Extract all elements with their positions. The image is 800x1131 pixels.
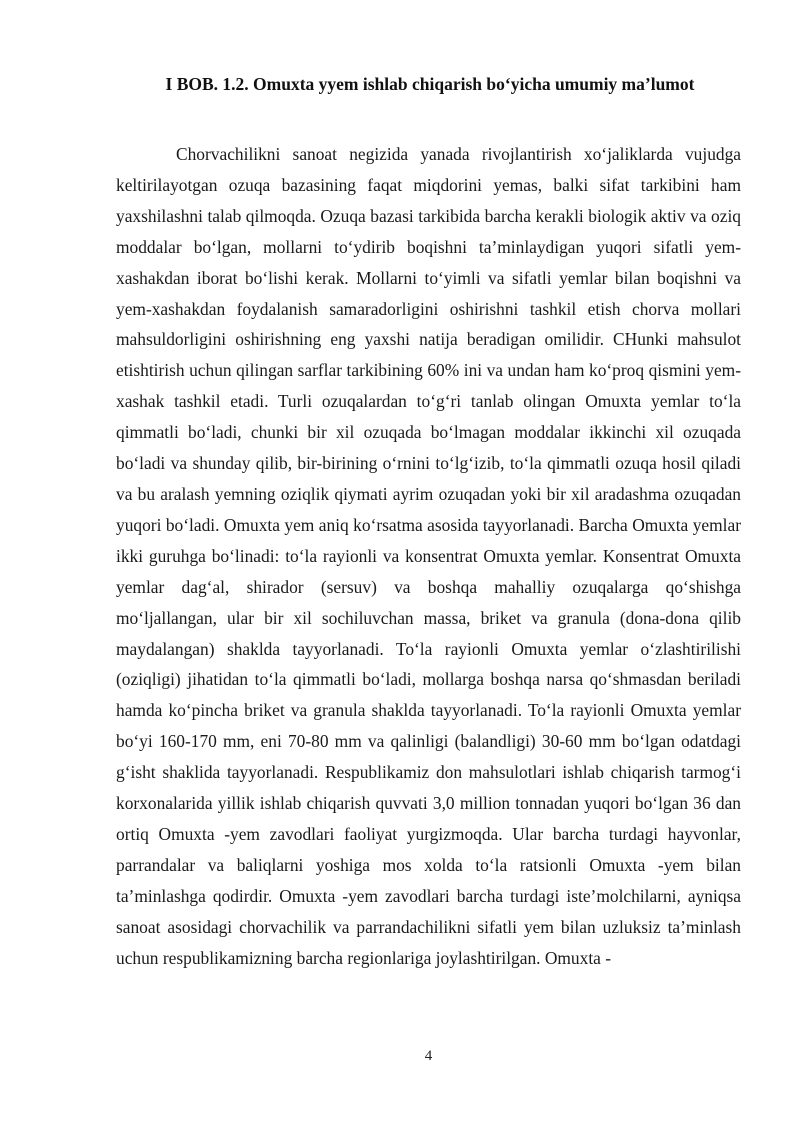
page-number: 4 <box>424 1048 433 1064</box>
body-paragraph: Chorvachilikni sanoat negizida yanada rivojlantirish xo‘jaliklarda vujudga keltirilayotgan ozuqa bazasining faqat miqdorini yemas, balki sifat tarkibini ham yaxshilashni talab qilmoqda. Ozuqa bazasi tarkibida barcha kerakli biologik aktiv va oziq moddalar bo‘lgan, mollarni to‘ydirib boqishni ta’minlaydigan yuqori sifatli yem-xashakdan iborat bo‘lishi kerak. Mollarni to‘yimli va sifatli yemlar bilan boqishni va yem-xashakdan foydalanish samaradorligini oshirishni tashkil etish chorva mollari mahsuldorligini oshirishning eng yaxshi natija beradigan omilidir. CHunki mahsulot etishtirish uchun qilingan sarflar tarkibining 60% ini va undan ham ko‘proq qismini yem-xashak tashkil etadi. Turli ozuqalardan to‘g‘ri tanlab olingan Omuxta yemlar to‘la qimmatli bo‘ladi, chunki bir xil ozuqada bo‘lmagan moddalar ikkinchi xil ozuqada bo‘ladi va shunday qilib, bir-birining o‘rnini to‘lg‘izib, to‘la qimmatli ozuqa hosil qiladi va bu aralash yemning oziqlik qiymati ayrim ozuqadan yoki bir xil aradashma ozuqadan yuqori bo‘ladi. Omuxta yem aniq ko‘rsatma asosida tayyorlanadi. Barcha Omuxta yemlar ikki guruhga bo‘linadi: to‘la rayionli va konsentrat Omuxta yemlar. Konsentrat Omuxta yemlar dag‘al, shirador (sersuv) va boshqa mahalliy ozuqalarga qo‘shishga mo‘ljallangan, ular bir xil sochiluvchan massa, briket va granula (dona-dona qilib maydalangan) shaklda tayyorlanadi. To‘la rayionli Omuxta yemlar o‘zlashtirilishi (oziqligi) jihatidan to‘la qimmatli bo‘ladi, mollarga boshqa narsa qo‘shmasdan beriladi hamda ko‘pincha briket va granula shaklda tayyorlanadi. To‘la rayionli Omuxta yemlar bo‘yi 160-170 mm, eni 70-80 mm va qalinligi (balandligi) 30-60 mm bo‘lgan odatdagi g‘isht shaklida tayyorlanadi. Respublikamiz don mahsulotlari ishlab chiqarish tarmog‘i korxonalarida yillik ishlab chiqarish quvvati 3,0 million tonnadan yuqori bo‘lgan 36 dan ortiq Omuxta -yem zavodlari faoliyat yurgizmoqda. Ular barcha turdagi hayvonlar, parrandalar va baliqlarni yoshiga mos xolda to‘la ratsionli Omuxta -yem bilan ta’minlashga qodirdir. Omuxta -yem zavodlari barcha turdagi iste’molchilarni, ayniqsa sanoat asosidagi chorvachilik va parrandachilikni sifatli yem bilan uzluksiz ta’minlash uchun respublikamizning barcha regionlariga joylashtirilgan. Omuxta - <box>116 144 741 968</box>
section-heading: I BOB. 1.2. Omuxta yyem ishlab chiqarish bo‘yicha umumiy ma’lumot <box>165 74 695 94</box>
